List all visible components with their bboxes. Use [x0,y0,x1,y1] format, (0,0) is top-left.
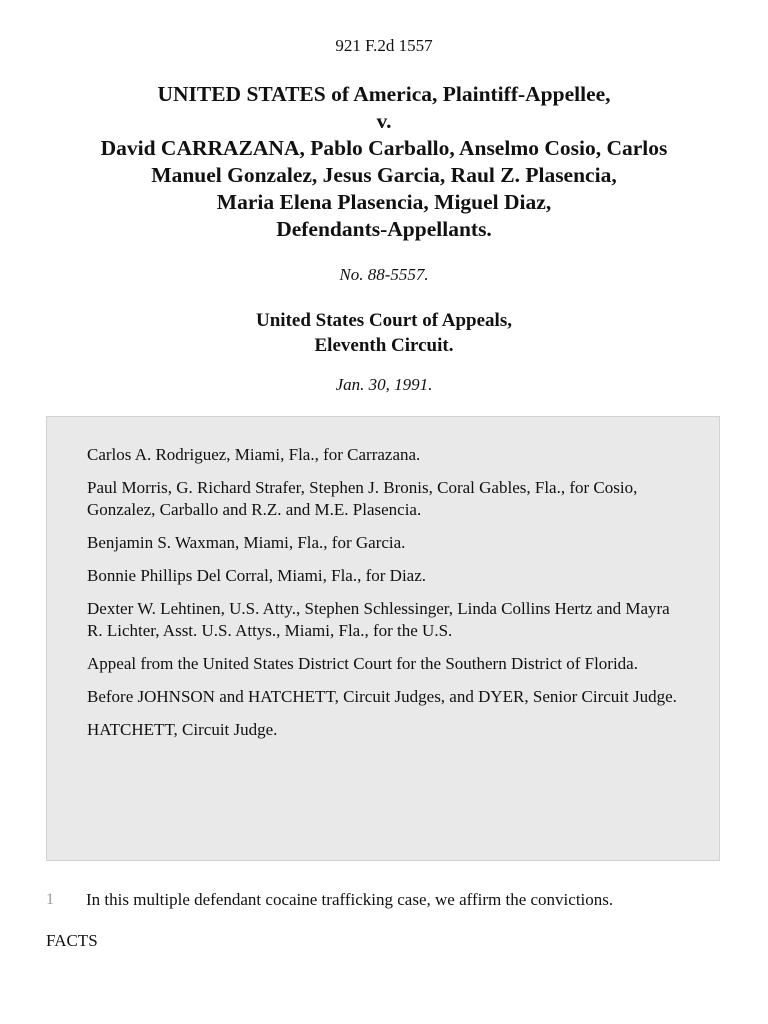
court-name [0,308,768,358]
opinion-author: HATCHETT, Circuit Judge. [87,720,278,739]
opinion-paragraph [46,889,736,911]
title-line: UNITED STATES of America, Plaintiff-Appellee, [157,82,611,106]
title-line: Manuel Gonzalez, Jesus Garcia, Raul Z. Plasencia, [151,163,617,187]
title-line: Defendants-Appellants. [276,217,492,241]
paragraph-text: In this multiple defendant cocaine trafficking case, we affirm the convictions. [86,890,614,909]
court-line: Eleventh Circuit. [314,335,454,356]
docket-number: No. 88-5557. [339,265,429,284]
decision-date: Jan. 30, 1991. [335,375,433,394]
appeal-origin: Appeal from the United States District Court for the Southern District of Florida. [87,654,638,673]
counsel-panel [46,416,720,861]
title-line: Maria Elena Plasencia, Miguel Diaz, [216,190,552,214]
counsel-entry: Carlos A. Rodriguez, Miami, Fla., for Carrazana. [87,445,421,464]
section-heading: FACTS [46,931,98,950]
counsel-entry: Dexter W. Lehtinen, U.S. Atty., Stephen Schlessinger, Linda Collins Hertz and Mayra R. Lichter, Asst. U.S. Attys., Miami, Fla., for the U.S. [87,599,670,640]
case-citation: 921 F.2d 1557 [335,36,433,55]
paragraph-number: 1 [46,891,54,908]
case-title [40,81,728,243]
title-line: David CARRAZANA, Pablo Carballo, Anselmo Cosio, Carlos [100,136,668,160]
counsel-entry: Bonnie Phillips Del Corral, Miami, Fla., for Diaz. [87,566,427,585]
title-line: v. [376,109,392,133]
panel-judges: Before JOHNSON and HATCHETT, Circuit Judges, and DYER, Senior Circuit Judge. [87,687,677,706]
counsel-entry: Paul Morris, G. Richard Strafer, Stephen J. Bronis, Coral Gables, Fla., for Cosio, Gonzalez, Carballo and R.Z. and M.E. Plasencia. [87,478,638,519]
counsel-entry: Benjamin S. Waxman, Miami, Fla., for Garcia. [87,533,406,552]
court-line: United States Court of Appeals, [256,310,512,331]
